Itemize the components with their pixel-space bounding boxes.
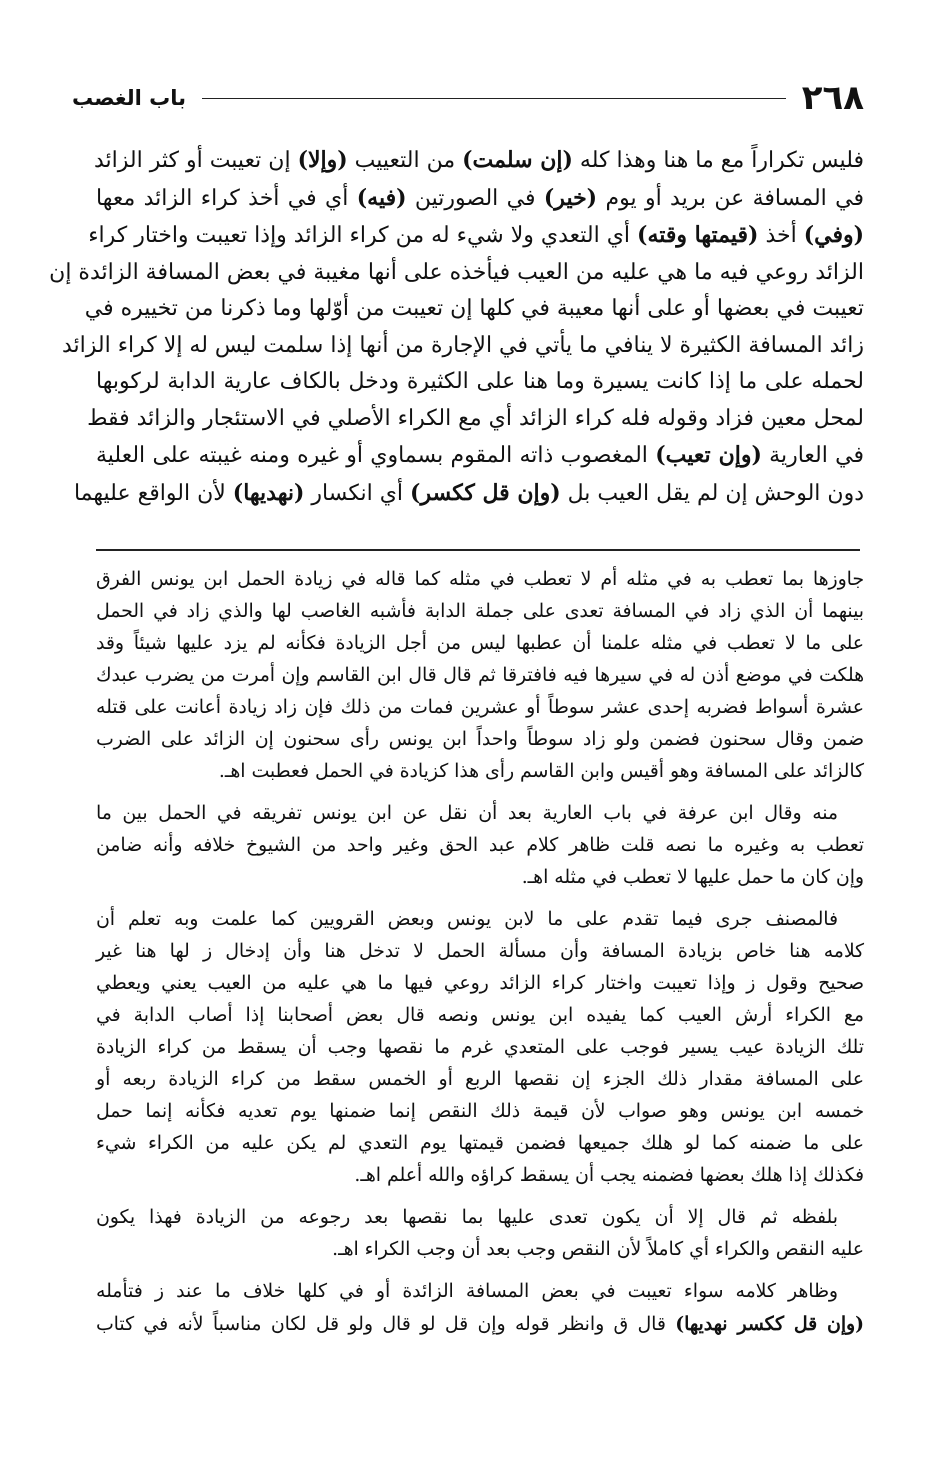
footnote-line: كلامه هنا خاص بزيادة المسافة وأن مسألة الحمل لا تدخل هنا وأن إدخال ز لها هنا غير: [96, 941, 864, 962]
main-line: تعيبت في بعضها أو على أنها معيبة في كلها إن تعيبت من أوّلها وما ذكرنا من تخييره في: [84, 296, 864, 321]
chapter-title: باب الغصب: [72, 85, 187, 110]
footnote-paragraph: [96, 1202, 864, 1266]
footnote-line: عشرة أسواط فضربه إحدى عشر سوطاً أو عشرين فمات من ذلك فإن زاد زيادة أعانت على قتله: [96, 697, 864, 718]
footnote-line: وظاهر كلامه سواء تعيبت في بعض المسافة الزائدة أو في كلها خلاف ما عند ز فتأمله: [96, 1281, 838, 1302]
main-line: في العارية (وإن تعيب) المغصوب ذاته المقوم بسماوي أو غيره ومنه غيبته على العلية: [96, 442, 864, 468]
main-line: لمحل معين فزاد وقوله فله كراء الزائد أي مع الكراء الأصلي في الاستئجار والزائد فقط: [87, 405, 864, 431]
footnote-line: وإن كان ما حمل عليها لا تعطب في مثله اهـ.: [521, 867, 864, 888]
footnote-line: صحيح وقول ز وإذا تعيبت واختار كراء الزائد روعي فيها ما هي عليه من العيب يعني ويعطي: [96, 973, 864, 994]
main-line: في المسافة عن بريد أو يوم (خير) في الصورتين (فيه) أي في أخذ كراء الزائد معها: [96, 184, 865, 211]
page-header: [72, 78, 864, 118]
footnote-line: جاوزها بما تعطب به في مثله أم لا تعطب في مثله كما قاله في زيادة الحمل ابن يونس الفرق: [96, 569, 864, 590]
footnote-line: مع الكراء أرش العيب كما يفيده ابن يونس ونصه قال بعض أصحابنا إذا أصاب الدابة في: [96, 1005, 864, 1026]
footnote-line: تعطب به وغيره ما نصه قلت ظاهر كلام عبد الحق وغير واحد من الشيوخ خلافه وأنه ضامن: [96, 835, 864, 856]
main-line: الزائد روعي فيه ما هي عليه من العيب فيأخذه على أنها مغيبة في بعض المسافة الزائدة إن: [49, 259, 864, 285]
footnote-line: منه وقال ابن عرفة في باب العارية بعد أن نقل عن ابن يونس تفريقه في الحمل بين ما: [96, 803, 838, 824]
main-line: لحمله على ما إذا كانت يسيرة وما هنا على الكثيرة ودخل بالكاف عارية الدابة لركوبها: [96, 369, 864, 394]
footnote-line: فكذلك إذا هلك بعضها فضمنه يجب أن يسقط كراؤه والله أعلم اهـ.: [354, 1165, 864, 1186]
footnote-line: كالزائد على المسافة وهو أقيس وابن القاسم رأى هذا كزيادة في الحمل فعطبت اهـ.: [218, 761, 864, 782]
header-rule: [202, 98, 786, 99]
footnote-paragraph: [96, 904, 864, 1192]
footnote-paragraph: [96, 798, 864, 894]
main-line: دون الوحش إن لم يقل العيب بل (وإن قل ككسر) أي انكسار (نهديها) لأن الواقع عليهما: [73, 479, 864, 506]
footnote-separator: [96, 549, 860, 551]
footnote-line: فالمصنف جرى فيما تقدم على ما لابن يونس وبعض القرويين كما علمت وبه تعلم أن: [96, 909, 838, 930]
footnote-line: (وإن قل ككسر نهديها) قال ق وانظر قوله وإن قل لو قال ولو قل لكان مناسباً لأنه في كتاب: [96, 1313, 865, 1335]
main-line: فليس تكراراً مع ما هنا وهذا كله (إن سلمت) من التعييب (وإلا) إن تعيبت أو كثر الزائد: [93, 147, 864, 173]
footnote-line: ضمن وقال سحنون فضمن ولو زاد سوطاً واحداً ابن يونس رأى سحنون إن الزائد على الضرب: [96, 729, 864, 750]
footnote-line: تلك الزيادة عيب يسير فوجب على المتعدي غرم ما نقصها وجب أن يسقط من كراء الزيادة: [96, 1037, 864, 1058]
footnote-line: على المسافة مقدار ذلك الجزء إن نقصها الربع أو الخمس سقط من كراء الزيادة ربعه أو: [96, 1069, 864, 1090]
footnote-line: بينهما أن الذي زاد في المسافة تعدى على جملة الدابة فأشبه الغاصب لها والذي زاد في الحمل: [96, 601, 864, 622]
main-line: زائد المسافة الكثيرة لا ينافي ما يأتي في الإجارة من أنها إذا سلمت ليس له إلا كراء الزائد: [61, 332, 864, 358]
footnote-line: هلكت في موضع أذن له في سيرها فيه فافترقا ثم قال قال ابن القاسم وإن أمرت من يضرب عبدك: [96, 665, 864, 686]
footnote-paragraph: [96, 1276, 864, 1341]
footnote-line: على ما ضمنه كما لو هلك جميعها فضمن قيمتها يوم التعدي لم يكن عليه من الكراء شيء: [96, 1133, 864, 1154]
main-text: [49, 142, 865, 512]
footnote-line: عليه النقص والكراء أي كاملاً لأن النقص وجب بعد أن وجب الكراء اهـ.: [332, 1239, 864, 1260]
footnote-line: خمسه ابن يونس وهو صواب لأن قيمة ذلك النقص إنما ضمنها يوم تعديه فكأنه إنما حمل: [96, 1101, 864, 1122]
footnote-line: على ما لا تعطب في مثله علمنا أن عطبها ليس من أجل الزيادة فكأنه لم يزد عليها شيئاً وقد: [96, 633, 864, 654]
footnotes: [96, 564, 864, 1351]
footnote-line: بلفظه ثم قال إلا أن يكون تعدى عليها بما نقصها بعد رجوعه من الزيادة فهذا يكون: [96, 1207, 838, 1228]
footnote-paragraph: [96, 564, 864, 788]
page-number: ٢٦٨: [801, 78, 864, 118]
main-line: (وفي) أخذ (قيمتها وقته) أي التعدي ولا شيء له من كراء الزائد وإذا تعيبت واختار كراء: [88, 222, 864, 248]
